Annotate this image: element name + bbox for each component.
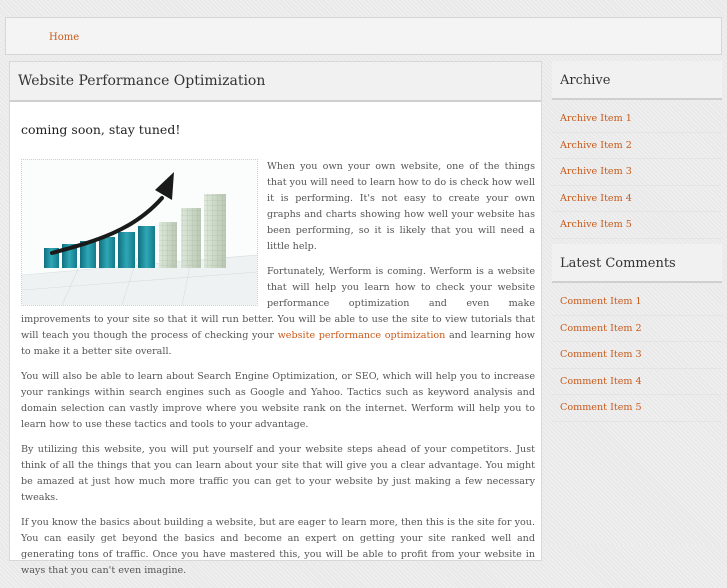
archive-header [552,61,722,100]
post-title: Website Performance Optimization [18,73,266,89]
post-subtitle: coming soon, stay tuned! [21,122,181,137]
list-item [552,133,722,160]
archive-list [552,106,722,239]
list-item [552,342,722,369]
page-wrapper [5,17,722,576]
list-item [552,289,722,316]
sidebar [552,61,722,561]
post-paragraph: By utilizing this website, you will put yourself and your website steps ahead of your competitors. Just think of all the things that you can learn about your site that will give you a clear advantage. You might be amazed at just how much more traffic you can get to your website by just making a few necessary tweaks. [21,444,535,503]
post-body [21,159,535,588]
post-paragraph: If you know the basics about building a website, but are eager to learn more, then this is the site for you. You can easily get beyond the basics and become an expert on getting your site ranked well and generating tons of traffic. Once you have mastered this, you will be able to profit from your website in ways that you can't even imagine. [21,517,535,576]
post-paragraph: When you own your own website, one of the things that you will need to learn how to do is check how well it is performing. It's not easy to create your own graphs and charts showing how well your website has been performing, so it is likely that you will need a little help. [267,161,535,252]
archive-item-link[interactable]: Archive Item 5 [560,219,632,230]
archive-item-link[interactable]: Archive Item 1 [560,113,632,124]
comment-item-link[interactable]: Comment Item 3 [560,349,642,360]
list-item [552,395,722,422]
comment-item-link[interactable]: Comment Item 1 [560,296,642,307]
list-item [552,159,722,186]
post-paragraph: Fortunately, Werform is coming. Werform is a website that will help you learn how to check your website performance optimization and even make improvements to your site so that it will run better. You will be able to use the site to view tutorials that will teach you though the process of checking your website performance optimization and learning how to make it a better site overall. [21,266,535,357]
list-item [552,106,722,133]
comment-item-link[interactable]: Comment Item 2 [560,322,642,334]
comment-item-link[interactable]: Comment Item 5 [560,402,642,413]
list-item [552,186,722,213]
archive-item-link[interactable]: Archive Item 4 [560,192,632,204]
latest-comments-title: Latest Comments [560,256,676,271]
latest-comments-header [552,244,722,283]
list-item [552,316,722,343]
latest-comments-list [552,289,722,422]
top-navigation [5,17,722,55]
post-header [10,62,541,102]
comment-item-link[interactable]: Comment Item 4 [560,375,642,387]
archive-item-link[interactable]: Archive Item 2 [560,139,632,151]
nav-home-link[interactable]: Home [49,32,80,43]
main-content [9,61,542,576]
website-performance-optimization-link[interactable]: website performance optimization [277,330,446,341]
archive-item-link[interactable]: Archive Item 3 [560,166,632,177]
list-item [552,369,722,396]
post-paragraph: You will also be able to learn about Search Engine Optimization, or SEO, which will help you to increase your rankings within search engines such as Google and Yahoo. Tactics such as keyword analysis and domain selection can vastly improve where you website rank on the internet. Werform will help you to learn how to use these tactics and tools to your advantage. [21,371,535,430]
list-item [552,212,722,239]
archive-title: Archive [560,73,611,88]
